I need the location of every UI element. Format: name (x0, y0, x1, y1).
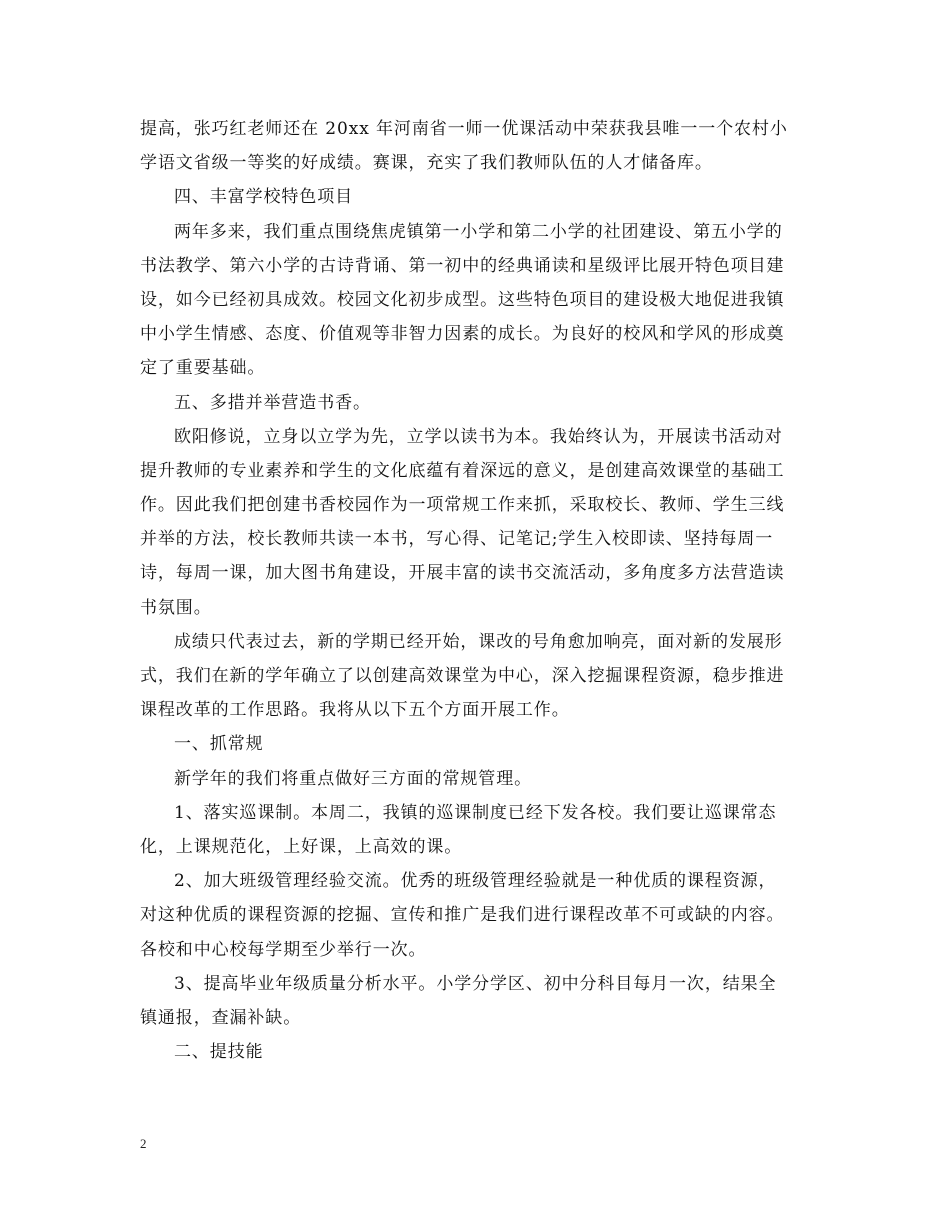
text-line: 四、丰富学校特色项目 (174, 187, 353, 208)
text-line: 对这种优质的课程资源的挖掘、宣传和推广是我们进行课程改革不可或缺的内容。 (140, 905, 785, 926)
text-line: 设，如今已经初具成效。校园文化初步成型。这些特色项目的建设极大地促进我镇 (140, 289, 785, 310)
text-line: 成绩只代表过去，新的学期已经开始，课改的号角愈加响亮，面对新的发展形 (174, 631, 783, 652)
text-line: 作。因此我们把创建书香校园作为一项常规工作来抓，采取校长、教师、学生三线 (140, 495, 785, 516)
text-line: 学语文省级一等奖的好成绩。赛课，充实了我们教师队伍的人才储备库。 (140, 153, 713, 174)
text-line: 五、多措并举营造书香。 (174, 392, 371, 413)
text-line: 两年多来，我们重点围绕焦虎镇第一小学和第二小学的社团建设、第五小学的 (174, 221, 783, 242)
text-line: 新学年的我们将重点做好三方面的常规管理。 (174, 768, 532, 789)
text-line: 并举的方法，校长教师共读一本书，写心得、记笔记;学生入校即读、坚持每周一 (140, 529, 774, 550)
text-line: 3、提高毕业年级质量分析水平。小学分学区、初中分科目每月一次，结果全 (174, 973, 777, 994)
text-line: 书法教学、第六小学的古诗背诵、第一初中的经典诵读和星级评比展开特色项目建 (140, 255, 785, 276)
document-body (140, 112, 812, 1069)
text-line: 一、抓常规 (174, 734, 264, 755)
text-line: 化，上课规范化，上好课，上高效的课。 (140, 836, 463, 857)
text-line: 各校和中心校每学期至少举行一次。 (140, 939, 427, 960)
page-number: 2 (140, 1136, 147, 1151)
text-line: 提高，张巧红老师还在 20xx 年河南省一师一优课活动中荣获我县唯一一个农村小 (140, 119, 788, 139)
text-line: 课程改革的工作思路。我将从以下五个方面开展工作。 (140, 700, 570, 721)
text-line: 欧阳修说，立身以立学为先，立学以读书为本。我始终认为，开展读书活动对 (174, 426, 783, 447)
text-line: 诗，每周一课，加大图书角建设，开展丰富的读书交流活动，多角度多方法营造读 (140, 563, 785, 584)
text-line: 镇通报，查漏补缺。 (140, 1007, 302, 1028)
text-line: 式，我们在新的学年确立了以创建高效课堂为中心，深入挖掘课程资源，稳步推进 (140, 666, 785, 686)
text-line: 中小学生情感、态度、价值观等非智力因素的成长。为良好的校风和学风的形成奠 (140, 324, 785, 345)
text-line: 定了重要基础。 (140, 358, 266, 379)
text-line: 书氛围。 (140, 597, 212, 618)
text-line: 提升教师的专业素养和学生的文化底蕴有着深远的意义，是创建高效课堂的基础工 (140, 460, 785, 481)
text-line: 二、提技能 (174, 1042, 264, 1063)
text-line: 2、加大班级管理经验交流。优秀的班级管理经验就是一种优质的课程资源， (174, 871, 777, 892)
text-line: 1、落实巡课制。本周二，我镇的巡课制度已经下发各校。我们要让巡课常态 (174, 802, 777, 823)
